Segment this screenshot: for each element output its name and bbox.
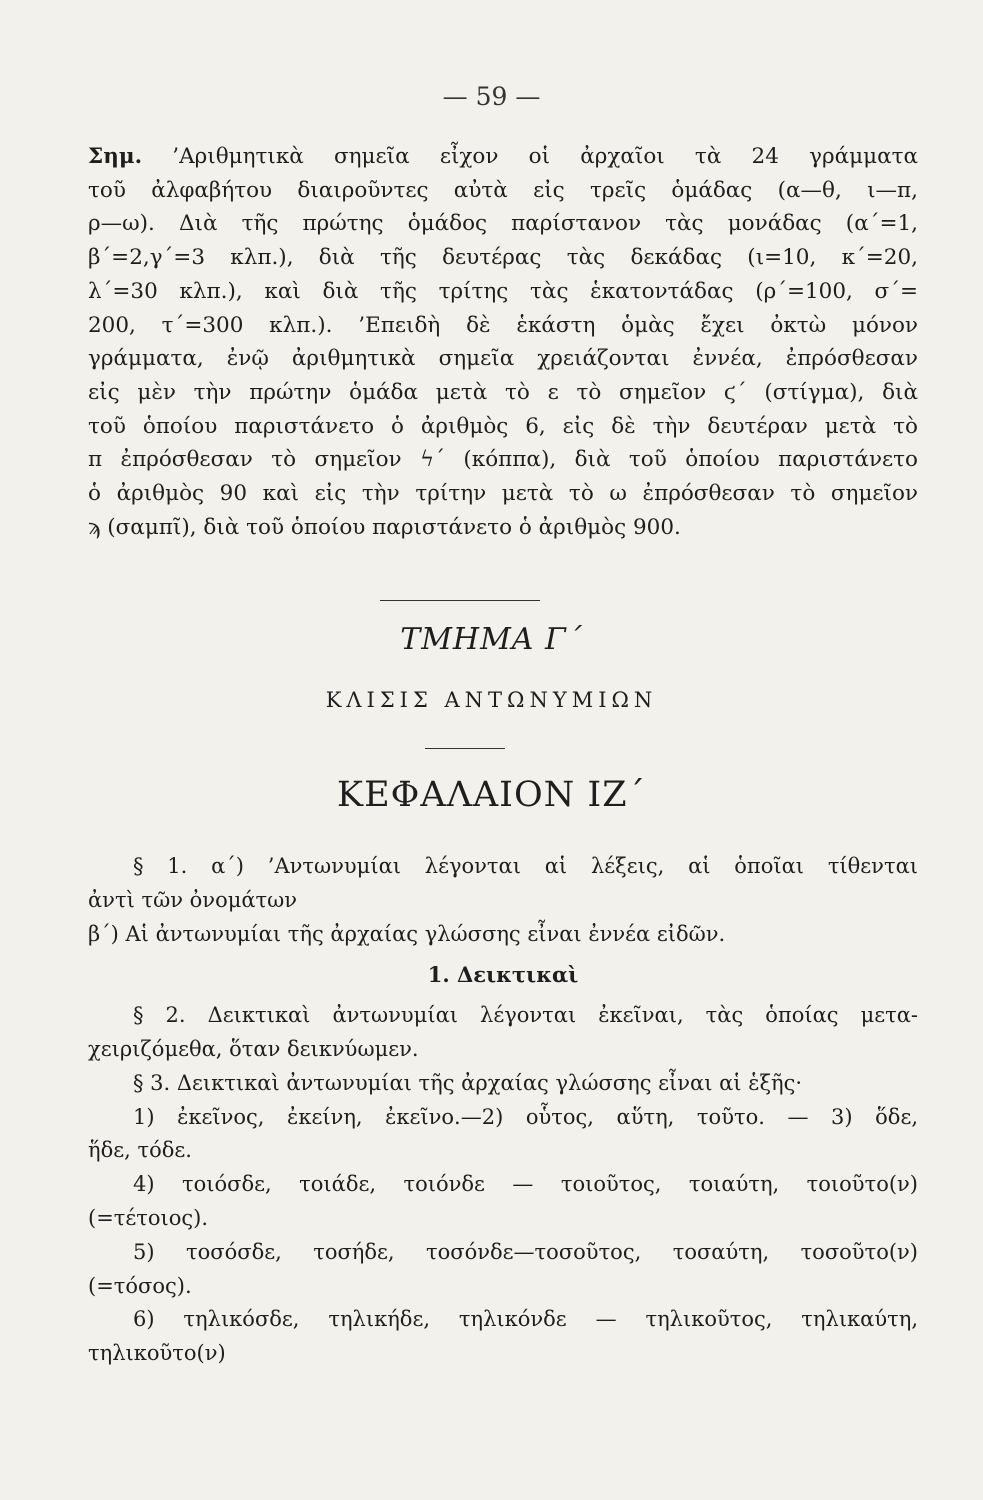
divider-rule-short: [425, 748, 505, 749]
list-item-4-cont: (=τέτοιος).: [88, 1205, 209, 1230]
chapter-body: [88, 850, 918, 1371]
list-item-6-cont: τηλικοῦτο(ν): [88, 1341, 226, 1366]
list-item-6: 6) τηλικόσδε, τηλικήδε, τηλικόνδε — τηλικοῦτος, τηλικαύτη,: [133, 1307, 918, 1332]
note-line: ρ—ω). Διὰ τῆς πρώτης ὁμάδος παρίστανον τὰς μονάδας (α΄=1,: [88, 211, 918, 237]
list-item-4: 4) τοιόσδε, τοιάδε, τοιόνδε — τοιοῦτος, τοιαύτη, τοιοῦτο(ν): [133, 1172, 918, 1197]
note-label: Σημ.: [88, 144, 143, 169]
subsection-heading: 1. Δεικτικαὶ: [427, 962, 579, 988]
note-line: εἰς μὲν τὴν πρώτην ὁμάδα μετὰ τὸ ε τὸ σημεῖον ϛ΄ (στίγμα), διὰ: [88, 379, 918, 405]
chapter-title: ΚΕΦΑΛΑΙΟΝ ΙΖ΄: [336, 775, 647, 815]
note-line: ϡ (σαμπῖ), διὰ τοῦ ὁποίου παριστάνετο ὁ ἀριθμὸς 900.: [88, 514, 681, 540]
note-line: τοῦ ἀλφαβήτου διαιροῦντες αὐτὰ εἰς τρεῖς ὁμάδας (α—θ, ι—π,: [88, 177, 918, 203]
note-line: τοῦ ὁποίου παριστάνετο ὁ ἀριθμὸς 6, εἰς δὲ τὴν δευτέραν μετὰ τὸ: [88, 413, 918, 439]
page-number: — 59 —: [442, 82, 541, 111]
list-item-5: 5) τοσόσδε, τοσήδε, τοσόνδε—τοσοῦτος, τοσαύτη, τοσοῦτο(ν): [133, 1239, 918, 1264]
list-item-5-cont: (=τόσος).: [88, 1273, 192, 1298]
note-line: Σημ. ’Αριθμητικὰ σημεῖα εἶχον οἱ ἀρχαῖοι τὰ 24 γράμματα: [88, 144, 918, 169]
paragraph-1: § 1. α΄) ’Αντωνυμίαι λέγονται αἱ λέξεις, αἱ ὁποῖαι τίθενται: [133, 854, 918, 878]
paragraph-3: § 3. Δεικτικαὶ ἀντωνυμίαι τῆς ἀρχαίας γλώσσης εἶναι αἱ ἑξῆς·: [133, 1070, 803, 1095]
paragraph-2-cont: χειριζόμεθα, ὅταν δεικνύωμεν.: [88, 1036, 419, 1061]
note-line: 200, τ΄=300 κλπ.). ’Επειδὴ δὲ ἑκάστη ὁμὰς ἔχει ὀκτὼ μόνον: [88, 312, 918, 338]
numerals-note: [88, 140, 918, 544]
list-item-1: 1) ἐκεῖνος, ἐκείνη, ἐκεῖνο.—2) οὗτος, αὕτη, τοῦτο. — 3) ὅδε,: [133, 1104, 918, 1129]
note-line: ὁ ἀριθμὸς 90 καὶ εἰς τὴν τρίτην μετὰ τὸ ω ἐπρόσθεσαν τὸ σημεῖον: [88, 481, 918, 507]
section-subtitle: ΚΛΙΣΙΣ ΑΝΤΩΝΥΜΙΩΝ: [325, 688, 658, 712]
paragraph-2: § 2. Δεικτικαὶ ἀντωνυμίαι λέγονται ἐκεῖναι, τὰς ὁποίας μετα-: [133, 1003, 918, 1028]
section-title: ΤΜΗΜΑ Γ΄: [400, 622, 583, 657]
paragraph-1-cont: ἀντὶ τῶν ὀνομάτων: [88, 887, 298, 912]
list-item-1-cont: ἥδε, τόδε.: [88, 1138, 192, 1163]
note-line: π ἐπρόσθεσαν τὸ σημεῖον ϟ΄ (κόππα), διὰ τοῦ ὁποίου παριστάνετο: [88, 447, 918, 473]
note-line: β΄=2,γ΄=3 κλπ.), διὰ τῆς δευτέρας τὰς δεκάδας (ι=10, κ΄=20,: [88, 245, 918, 271]
note-line: γράμματα, ἐνῷ ἀριθμητικὰ σημεῖα χρειάζονται ἐννέα, ἐπρόσθεσαν: [88, 346, 918, 372]
note-line: λ΄=30 κλπ.), καὶ διὰ τῆς τρίτης τὰς ἑκατοντάδας (ρ΄=100, σ΄=: [88, 278, 918, 304]
divider-rule: [380, 600, 540, 601]
paragraph-1b: β΄) Αἱ ἀντωνυμίαι τῆς ἀρχαίας γλώσσης εἶναι ἐννέα εἰδῶν.: [88, 921, 726, 946]
